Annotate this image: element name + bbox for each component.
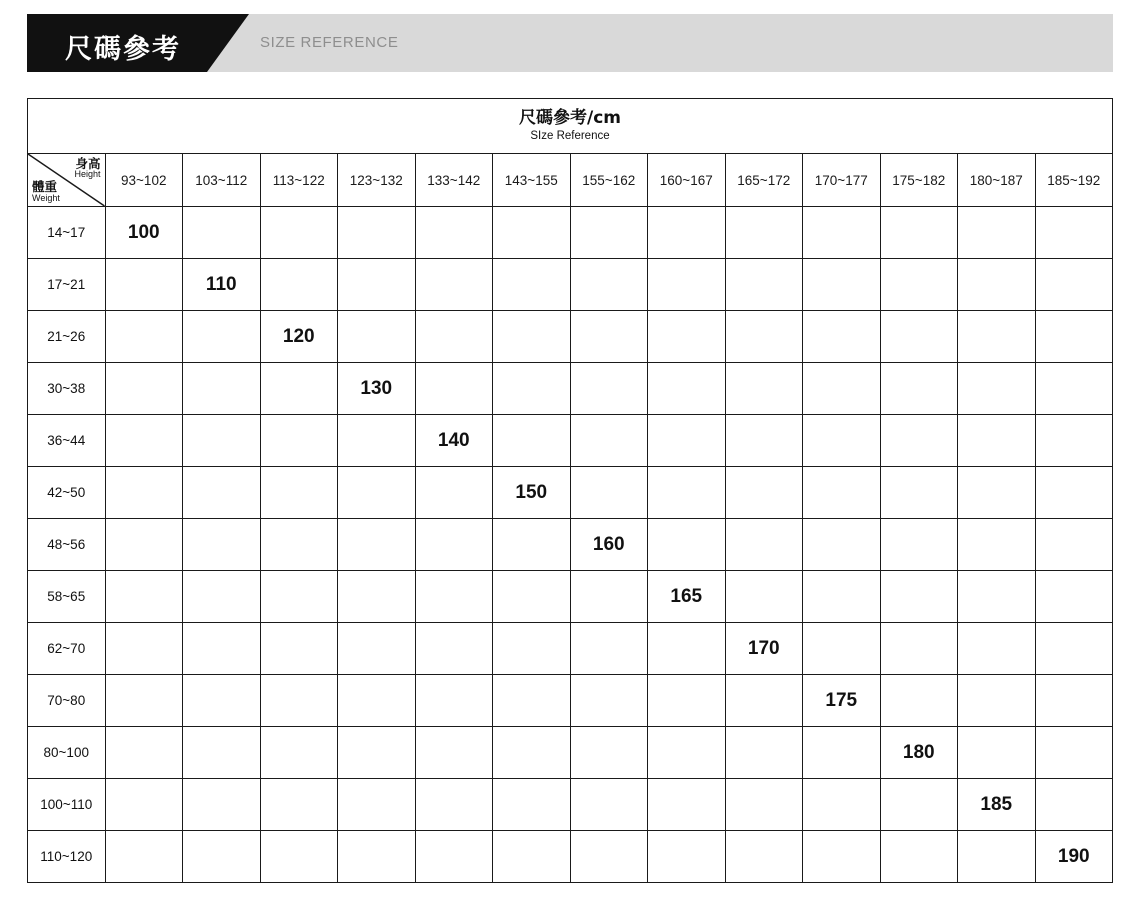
column-header: 170~177: [803, 154, 881, 207]
size-cell: [725, 311, 803, 363]
size-cell: [493, 779, 571, 831]
size-cell: [803, 311, 881, 363]
size-cell: [803, 571, 881, 623]
size-cell: [1035, 779, 1113, 831]
banner-title-chinese: 尺碼參考: [65, 34, 181, 65]
table-row: [28, 623, 1113, 675]
column-header: 143~155: [493, 154, 571, 207]
size-cell: [880, 363, 958, 415]
size-cell: [803, 207, 881, 259]
size-cell: [105, 415, 183, 467]
size-cell: [1035, 519, 1113, 571]
table-row: [28, 571, 1113, 623]
column-header: 155~162: [570, 154, 648, 207]
size-cell: [493, 415, 571, 467]
size-cell: [648, 363, 726, 415]
size-cell: [338, 467, 416, 519]
row-header-weight: 42~50: [28, 467, 106, 519]
size-cell: [648, 311, 726, 363]
row-header-weight: 80~100: [28, 727, 106, 779]
table-row: [28, 207, 1113, 259]
size-cell: [803, 467, 881, 519]
size-cell: [958, 207, 1036, 259]
size-cell: [260, 831, 338, 883]
size-cell: [183, 623, 261, 675]
size-cell: 100: [105, 207, 183, 259]
size-cell: [338, 207, 416, 259]
axis-label-weight-chinese: 體重: [32, 179, 58, 195]
size-cell: [183, 415, 261, 467]
size-cell: [338, 415, 416, 467]
size-cell: [803, 363, 881, 415]
size-cell: [648, 415, 726, 467]
size-cell: [338, 519, 416, 571]
size-cell: [493, 519, 571, 571]
table-row: [28, 675, 1113, 727]
size-cell: [105, 831, 183, 883]
size-cell: [880, 519, 958, 571]
size-cell: [648, 779, 726, 831]
size-cell: [570, 623, 648, 675]
size-cell: [570, 727, 648, 779]
table-header-row: [28, 154, 1113, 207]
size-cell: 180: [880, 727, 958, 779]
axis-label-height-chinese: 身高: [75, 156, 101, 171]
row-header-weight: 30~38: [28, 363, 106, 415]
size-cell: [415, 519, 493, 571]
size-cell: [725, 259, 803, 311]
size-cell: [105, 727, 183, 779]
size-cell: [880, 571, 958, 623]
size-cell: [880, 311, 958, 363]
size-cell: [958, 363, 1036, 415]
size-cell: [570, 831, 648, 883]
size-cell: [183, 207, 261, 259]
size-cell: [105, 311, 183, 363]
banner-wedge-shape: [207, 14, 249, 72]
size-cell: [415, 623, 493, 675]
size-cell: [183, 311, 261, 363]
size-cell: [958, 623, 1036, 675]
size-cell: [183, 675, 261, 727]
column-header: 160~167: [648, 154, 726, 207]
row-header-weight: 62~70: [28, 623, 106, 675]
axis-label-height-english: Height: [74, 169, 101, 180]
column-header: 180~187: [958, 154, 1036, 207]
column-header: 165~172: [725, 154, 803, 207]
column-header: 185~192: [1035, 154, 1113, 207]
table-row: [28, 467, 1113, 519]
size-cell: [958, 675, 1036, 727]
size-cell: [260, 259, 338, 311]
table-row: [28, 519, 1113, 571]
size-cell: [493, 831, 571, 883]
size-cell: [493, 207, 571, 259]
size-cell: [260, 779, 338, 831]
size-cell: [493, 259, 571, 311]
row-header-weight: 58~65: [28, 571, 106, 623]
size-cell: [880, 831, 958, 883]
size-cell: [725, 467, 803, 519]
size-cell: [1035, 311, 1113, 363]
size-cell: [725, 207, 803, 259]
axis-label-weight: [32, 180, 60, 203]
size-cell: [570, 207, 648, 259]
row-header-weight: 48~56: [28, 519, 106, 571]
table-row: [28, 831, 1113, 883]
size-cell: [415, 363, 493, 415]
size-cell: [338, 831, 416, 883]
size-cell: [183, 779, 261, 831]
size-cell: [183, 467, 261, 519]
axis-label-weight-english: Weight: [32, 192, 60, 203]
size-cell: [803, 415, 881, 467]
size-cell: [105, 467, 183, 519]
size-cell: [880, 467, 958, 519]
size-cell: [415, 571, 493, 623]
size-cell: [880, 207, 958, 259]
column-header: 103~112: [183, 154, 261, 207]
table-title-english: SIze Reference: [530, 129, 610, 142]
size-cell: [1035, 623, 1113, 675]
row-header-weight: 110~120: [28, 831, 106, 883]
table-row: [28, 259, 1113, 311]
size-cell: [183, 519, 261, 571]
size-cell: [880, 415, 958, 467]
size-cell: [415, 675, 493, 727]
size-cell: [648, 207, 726, 259]
size-cell: 110: [183, 259, 261, 311]
column-header: 175~182: [880, 154, 958, 207]
size-cell: 165: [648, 571, 726, 623]
size-cell: [725, 571, 803, 623]
size-cell: [725, 779, 803, 831]
row-header-weight: 100~110: [28, 779, 106, 831]
size-cell: [958, 259, 1036, 311]
size-cell: [183, 831, 261, 883]
size-cell: [260, 415, 338, 467]
size-cell: [725, 415, 803, 467]
size-cell: [415, 467, 493, 519]
size-cell: [260, 467, 338, 519]
size-cell: [1035, 467, 1113, 519]
size-cell: [415, 207, 493, 259]
size-cell: [648, 519, 726, 571]
size-cell: [260, 727, 338, 779]
size-cell: [803, 519, 881, 571]
size-cell: [570, 311, 648, 363]
size-cell: [570, 415, 648, 467]
size-cell: [493, 311, 571, 363]
size-cell: [880, 675, 958, 727]
size-cell: [570, 571, 648, 623]
size-cell: [105, 519, 183, 571]
size-cell: [803, 259, 881, 311]
size-cell: [1035, 415, 1113, 467]
size-cell: 185: [958, 779, 1036, 831]
size-cell: [880, 623, 958, 675]
size-cell: [415, 727, 493, 779]
size-cell: 170: [725, 623, 803, 675]
size-cell: 190: [1035, 831, 1113, 883]
column-header: 133~142: [415, 154, 493, 207]
size-cell: [338, 259, 416, 311]
size-cell: [415, 779, 493, 831]
size-cell: 160: [570, 519, 648, 571]
size-cell: [338, 311, 416, 363]
size-cell: [260, 363, 338, 415]
size-cell: [725, 675, 803, 727]
size-reference-table: [27, 98, 1113, 883]
size-cell: [493, 727, 571, 779]
size-cell: [183, 571, 261, 623]
size-cell: [648, 727, 726, 779]
size-cell: [570, 467, 648, 519]
size-cell: [260, 675, 338, 727]
size-cell: [493, 675, 571, 727]
size-cell: [1035, 363, 1113, 415]
column-header: 113~122: [260, 154, 338, 207]
size-cell: [105, 623, 183, 675]
size-cell: [183, 727, 261, 779]
size-cell: [1035, 207, 1113, 259]
axis-label-height: [74, 157, 100, 180]
size-cell: [725, 363, 803, 415]
size-cell: [105, 571, 183, 623]
table-row: [28, 363, 1113, 415]
size-cell: [260, 623, 338, 675]
size-cell: [570, 259, 648, 311]
size-cell: [105, 363, 183, 415]
size-cell: [415, 831, 493, 883]
size-cell: [260, 519, 338, 571]
size-cell: 130: [338, 363, 416, 415]
size-cell: [338, 623, 416, 675]
size-cell: [1035, 259, 1113, 311]
size-cell: [958, 571, 1036, 623]
size-cell: [958, 415, 1036, 467]
size-cell: [493, 623, 571, 675]
row-header-weight: 70~80: [28, 675, 106, 727]
size-cell: [338, 571, 416, 623]
size-cell: [493, 571, 571, 623]
size-cell: 140: [415, 415, 493, 467]
size-cell: [725, 831, 803, 883]
size-cell: [648, 259, 726, 311]
size-cell: [570, 675, 648, 727]
size-cell: [570, 363, 648, 415]
table-row: [28, 311, 1113, 363]
table-title-cell: [28, 99, 1113, 154]
size-cell: [338, 727, 416, 779]
table-row: [28, 415, 1113, 467]
size-cell: [415, 311, 493, 363]
size-cell: [880, 259, 958, 311]
size-cell: [1035, 675, 1113, 727]
size-cell: [958, 519, 1036, 571]
size-cell: [958, 727, 1036, 779]
size-cell: [1035, 571, 1113, 623]
column-header: 93~102: [105, 154, 183, 207]
size-cell: [338, 675, 416, 727]
size-table-body: [28, 99, 1113, 883]
size-cell: [803, 623, 881, 675]
table-row: [28, 727, 1113, 779]
size-cell: [415, 259, 493, 311]
size-cell: [648, 467, 726, 519]
row-header-weight: 14~17: [28, 207, 106, 259]
size-cell: [183, 363, 261, 415]
size-reference-banner: [27, 14, 1113, 72]
size-cell: [648, 623, 726, 675]
size-cell: [260, 571, 338, 623]
size-cell: 175: [803, 675, 881, 727]
size-cell: [1035, 727, 1113, 779]
size-cell: 150: [493, 467, 571, 519]
size-cell: [648, 675, 726, 727]
size-cell: [803, 779, 881, 831]
axis-corner-cell: [28, 154, 106, 207]
size-cell: [338, 779, 416, 831]
size-cell: [493, 363, 571, 415]
size-cell: [725, 519, 803, 571]
column-header: 123~132: [338, 154, 416, 207]
size-cell: [105, 675, 183, 727]
table-title-chinese: 尺碼參考/cm: [519, 108, 621, 129]
row-header-weight: 17~21: [28, 259, 106, 311]
size-cell: [105, 779, 183, 831]
size-cell: [958, 831, 1036, 883]
row-header-weight: 36~44: [28, 415, 106, 467]
size-cell: [958, 311, 1036, 363]
size-cell: [105, 259, 183, 311]
row-header-weight: 21~26: [28, 311, 106, 363]
size-cell: [260, 207, 338, 259]
table-row: [28, 779, 1113, 831]
size-cell: [570, 779, 648, 831]
size-cell: 120: [260, 311, 338, 363]
size-cell: [725, 727, 803, 779]
size-cell: [803, 831, 881, 883]
size-cell: [648, 831, 726, 883]
table-title-row: [28, 99, 1113, 154]
size-table-container: [27, 98, 1113, 883]
banner-title-english: SIZE REFERENCE: [260, 34, 399, 51]
size-cell: [803, 727, 881, 779]
size-cell: [958, 467, 1036, 519]
size-cell: [880, 779, 958, 831]
